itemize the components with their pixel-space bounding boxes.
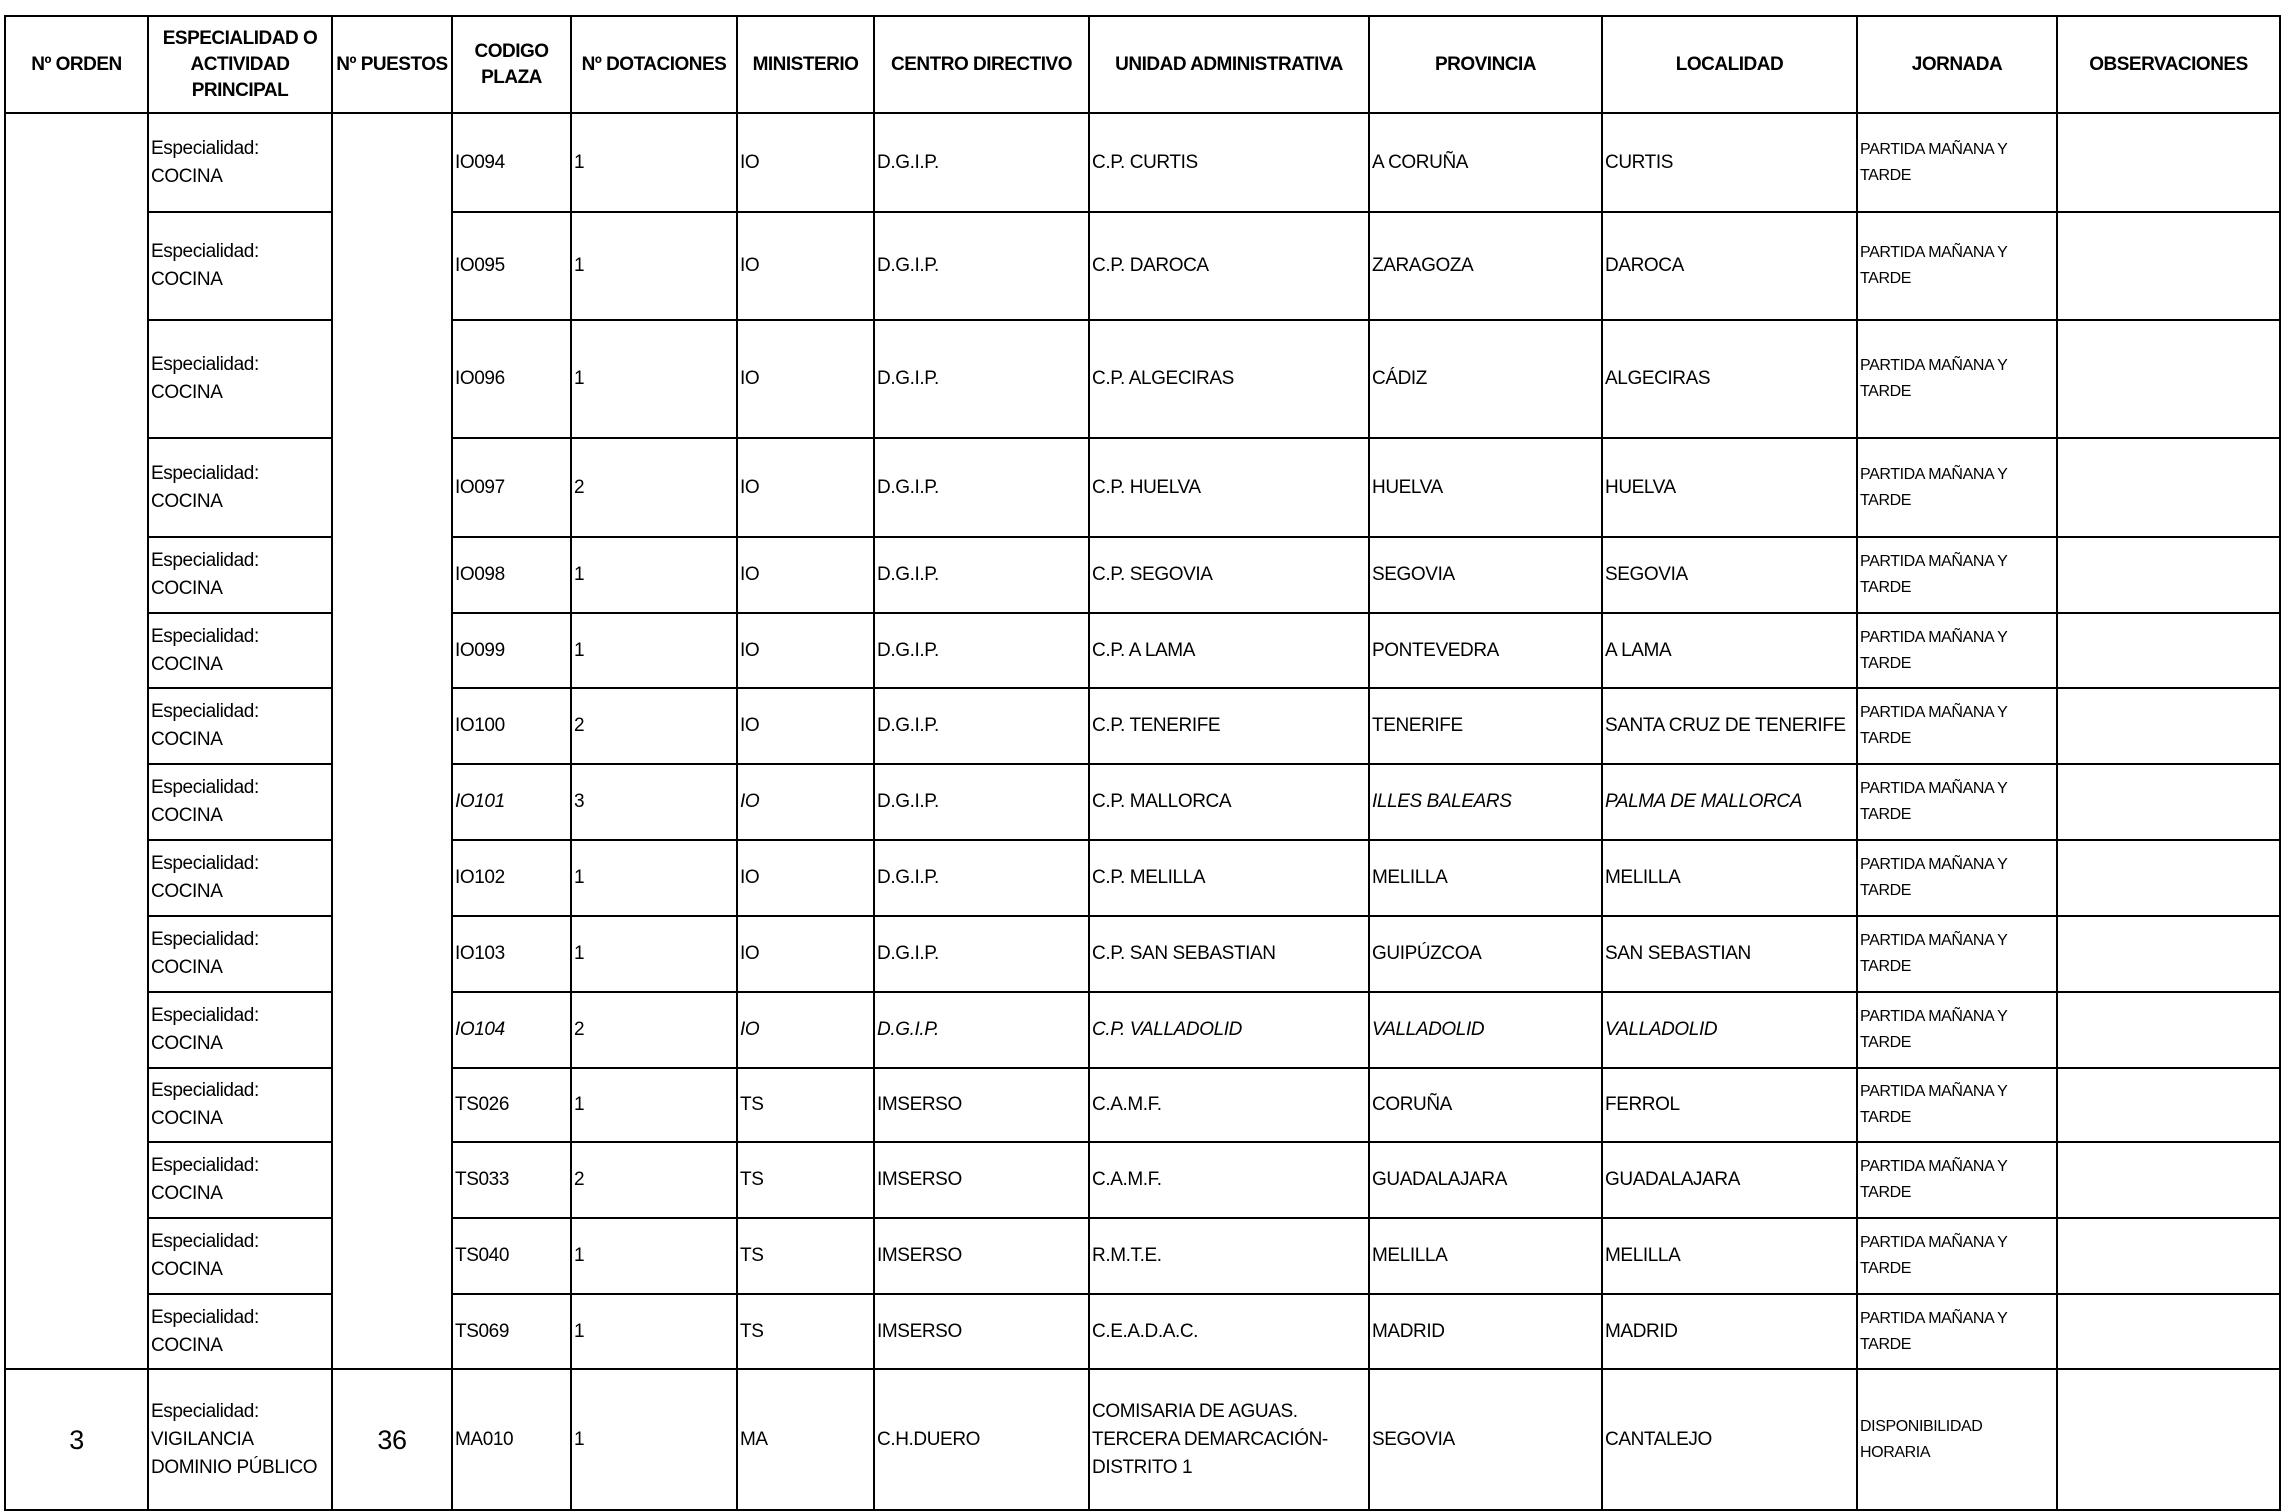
cell-dotaciones: 1 [571, 113, 737, 212]
cell-jornada: PARTIDA MAÑANA Y TARDE [1857, 1068, 2057, 1142]
cell-dotaciones: 1 [571, 613, 737, 688]
cell-codigo: TS033 [452, 1142, 571, 1218]
cell-observaciones [2057, 688, 2280, 764]
header-orden: Nº ORDEN [5, 16, 148, 113]
cell-jornada: PARTIDA MAÑANA Y TARDE [1857, 1218, 2057, 1294]
cell-provincia: SEGOVIA [1369, 537, 1602, 613]
cell-jornada: PARTIDA MAÑANA Y TARDE [1857, 688, 2057, 764]
cell-unidad: C.P. SEGOVIA [1089, 537, 1369, 613]
cell-ministerio: IO [737, 320, 874, 438]
cell-provincia: GUIPÚZCOA [1369, 916, 1602, 992]
cell-provincia: HUELVA [1369, 438, 1602, 537]
cell-centro: IMSERSO [874, 1294, 1089, 1369]
cell-puestos [332, 113, 452, 1369]
cell-codigo: TS040 [452, 1218, 571, 1294]
cell-unidad: C.P. HUELVA [1089, 438, 1369, 537]
cell-provincia: SEGOVIA [1369, 1369, 1602, 1510]
cell-unidad: C.P. MALLORCA [1089, 764, 1369, 840]
table-row [5, 1369, 2280, 1510]
cell-centro: D.G.I.P. [874, 764, 1089, 840]
cell-centro: IMSERSO [874, 1068, 1089, 1142]
cell-provincia: CÁDIZ [1369, 320, 1602, 438]
cell-unidad: C.P. CURTIS [1089, 113, 1369, 212]
cell-observaciones [2057, 320, 2280, 438]
cell-localidad: A LAMA [1602, 613, 1857, 688]
cell-provincia: A CORUÑA [1369, 113, 1602, 212]
cell-localidad: VALLADOLID [1602, 992, 1857, 1068]
cell-ministerio: IO [737, 537, 874, 613]
cell-dotaciones: 2 [571, 688, 737, 764]
cell-ministerio: TS [737, 1294, 874, 1369]
cell-codigo: IO102 [452, 840, 571, 916]
cell-jornada: PARTIDA MAÑANA Y TARDE [1857, 613, 2057, 688]
cell-observaciones [2057, 764, 2280, 840]
cell-jornada: PARTIDA MAÑANA Y TARDE [1857, 113, 2057, 212]
cell-especialidad: Especialidad: COCINA [148, 537, 332, 613]
cell-codigo: IO101 [452, 764, 571, 840]
cell-localidad: HUELVA [1602, 438, 1857, 537]
cell-localidad: GUADALAJARA [1602, 1142, 1857, 1218]
cell-especialidad: Especialidad: VIGILANCIA DOMINIO PÚBLICO [148, 1369, 332, 1510]
cell-especialidad: Especialidad: COCINA [148, 438, 332, 537]
cell-provincia: ILLES BALEARS [1369, 764, 1602, 840]
cell-dotaciones: 1 [571, 537, 737, 613]
cell-localidad: ALGECIRAS [1602, 320, 1857, 438]
cell-localidad: CANTALEJO [1602, 1369, 1857, 1510]
header-unidad: UNIDAD ADMINISTRATIVA [1089, 16, 1369, 113]
cell-ministerio: TS [737, 1218, 874, 1294]
cell-unidad: COMISARIA DE AGUAS. TERCERA DEMARCACIÓN-DISTRITO 1 [1089, 1369, 1369, 1510]
cell-especialidad: Especialidad: COCINA [148, 1068, 332, 1142]
cell-especialidad: Especialidad: COCINA [148, 613, 332, 688]
cell-unidad: C.A.M.F. [1089, 1068, 1369, 1142]
cell-jornada: PARTIDA MAÑANA Y TARDE [1857, 764, 2057, 840]
header-ministerio: MINISTERIO [737, 16, 874, 113]
cell-codigo: IO094 [452, 113, 571, 212]
cell-codigo: IO104 [452, 992, 571, 1068]
header-observaciones: OBSERVACIONES [2057, 16, 2280, 113]
header-especialidad: ESPECIALIDAD O ACTIVIDAD PRINCIPAL [148, 16, 332, 113]
cell-unidad: C.P. SAN SEBASTIAN [1089, 916, 1369, 992]
cell-ministerio: IO [737, 613, 874, 688]
cell-dotaciones: 1 [571, 212, 737, 320]
cell-localidad: SAN SEBASTIAN [1602, 916, 1857, 992]
cell-unidad: C.P. TENERIFE [1089, 688, 1369, 764]
cell-codigo: IO095 [452, 212, 571, 320]
cell-observaciones [2057, 438, 2280, 537]
cell-especialidad: Especialidad: COCINA [148, 1142, 332, 1218]
cell-provincia: MELILLA [1369, 840, 1602, 916]
cell-especialidad: Especialidad: COCINA [148, 840, 332, 916]
cell-provincia: VALLADOLID [1369, 992, 1602, 1068]
cell-especialidad: Especialidad: COCINA [148, 764, 332, 840]
cell-ministerio: IO [737, 438, 874, 537]
cell-especialidad: Especialidad: COCINA [148, 688, 332, 764]
cell-jornada: PARTIDA MAÑANA Y TARDE [1857, 537, 2057, 613]
cell-ministerio: TS [737, 1068, 874, 1142]
cell-centro: D.G.I.P. [874, 320, 1089, 438]
cell-ministerio: MA [737, 1369, 874, 1510]
cell-centro: C.H.DUERO [874, 1369, 1089, 1510]
cell-ministerio: IO [737, 764, 874, 840]
cell-dotaciones: 1 [571, 916, 737, 992]
cell-localidad: PALMA DE MALLORCA [1602, 764, 1857, 840]
cell-especialidad: Especialidad: COCINA [148, 1218, 332, 1294]
cell-dotaciones: 2 [571, 438, 737, 537]
cell-localidad: DAROCA [1602, 212, 1857, 320]
cell-ministerio: IO [737, 113, 874, 212]
cell-unidad: C.P. MELILLA [1089, 840, 1369, 916]
cell-dotaciones: 2 [571, 1142, 737, 1218]
header-jornada: JORNADA [1857, 16, 2057, 113]
header-puestos: Nº PUESTOS [332, 16, 452, 113]
cell-observaciones [2057, 1142, 2280, 1218]
cell-provincia: GUADALAJARA [1369, 1142, 1602, 1218]
cell-especialidad: Especialidad: COCINA [148, 916, 332, 992]
cell-provincia: ZARAGOZA [1369, 212, 1602, 320]
cell-especialidad: Especialidad: COCINA [148, 320, 332, 438]
cell-jornada: PARTIDA MAÑANA Y TARDE [1857, 212, 2057, 320]
cell-ministerio: IO [737, 212, 874, 320]
cell-centro: D.G.I.P. [874, 916, 1089, 992]
cell-especialidad: Especialidad: COCINA [148, 212, 332, 320]
cell-codigo: IO100 [452, 688, 571, 764]
cell-observaciones [2057, 1294, 2280, 1369]
cell-especialidad: Especialidad: COCINA [148, 992, 332, 1068]
cell-ministerio: IO [737, 688, 874, 764]
cell-unidad: C.E.A.D.A.C. [1089, 1294, 1369, 1369]
cell-codigo: IO098 [452, 537, 571, 613]
cell-localidad: MADRID [1602, 1294, 1857, 1369]
cell-localidad: MELILLA [1602, 840, 1857, 916]
cell-dotaciones: 3 [571, 764, 737, 840]
cell-unidad: C.P. ALGECIRAS [1089, 320, 1369, 438]
cell-observaciones [2057, 840, 2280, 916]
cell-localidad: FERROL [1602, 1068, 1857, 1142]
cell-provincia: CORUÑA [1369, 1068, 1602, 1142]
cell-codigo: MA010 [452, 1369, 571, 1510]
cell-codigo: TS069 [452, 1294, 571, 1369]
cell-codigo: IO097 [452, 438, 571, 537]
cell-dotaciones: 1 [571, 1294, 737, 1369]
cell-localidad: SANTA CRUZ DE TENERIFE [1602, 688, 1857, 764]
cell-observaciones [2057, 1068, 2280, 1142]
cell-unidad: C.P. DAROCA [1089, 212, 1369, 320]
cell-jornada: PARTIDA MAÑANA Y TARDE [1857, 840, 2057, 916]
header-centro: CENTRO DIRECTIVO [874, 16, 1089, 113]
cell-jornada: PARTIDA MAÑANA Y TARDE [1857, 320, 2057, 438]
header-dotaciones: Nº DOTACIONES [571, 16, 737, 113]
cell-jornada: PARTIDA MAÑANA Y TARDE [1857, 1142, 2057, 1218]
cell-localidad: SEGOVIA [1602, 537, 1857, 613]
cell-puestos: 36 [332, 1369, 452, 1510]
cell-centro: IMSERSO [874, 1142, 1089, 1218]
cell-unidad: R.M.T.E. [1089, 1218, 1369, 1294]
cell-codigo: IO099 [452, 613, 571, 688]
cell-observaciones [2057, 1218, 2280, 1294]
cell-centro: D.G.I.P. [874, 688, 1089, 764]
cell-ministerio: TS [737, 1142, 874, 1218]
cell-jornada: PARTIDA MAÑANA Y TARDE [1857, 992, 2057, 1068]
cell-centro: IMSERSO [874, 1218, 1089, 1294]
cell-centro: D.G.I.P. [874, 613, 1089, 688]
cell-orden [5, 113, 148, 1369]
header-localidad: LOCALIDAD [1602, 16, 1857, 113]
header-row [5, 16, 2280, 113]
cell-jornada: PARTIDA MAÑANA Y TARDE [1857, 438, 2057, 537]
cell-orden: 3 [5, 1369, 148, 1510]
cell-observaciones [2057, 537, 2280, 613]
cell-observaciones [2057, 212, 2280, 320]
cell-dotaciones: 2 [571, 992, 737, 1068]
cell-observaciones [2057, 1369, 2280, 1510]
cell-centro: D.G.I.P. [874, 438, 1089, 537]
cell-provincia: TENERIFE [1369, 688, 1602, 764]
cell-observaciones [2057, 916, 2280, 992]
table-row [5, 113, 2280, 212]
cell-centro: D.G.I.P. [874, 212, 1089, 320]
cell-jornada: PARTIDA MAÑANA Y TARDE [1857, 1294, 2057, 1369]
header-provincia: PROVINCIA [1369, 16, 1602, 113]
cell-unidad: C.P. VALLADOLID [1089, 992, 1369, 1068]
cell-observaciones [2057, 613, 2280, 688]
cell-codigo: IO103 [452, 916, 571, 992]
header-codigo: CODIGO PLAZA [452, 16, 571, 113]
cell-ministerio: IO [737, 840, 874, 916]
cell-provincia: MADRID [1369, 1294, 1602, 1369]
cell-codigo: IO096 [452, 320, 571, 438]
cell-especialidad: Especialidad: COCINA [148, 1294, 332, 1369]
cell-centro: D.G.I.P. [874, 840, 1089, 916]
cell-centro: D.G.I.P. [874, 992, 1089, 1068]
cell-localidad: CURTIS [1602, 113, 1857, 212]
cell-observaciones [2057, 992, 2280, 1068]
cell-localidad: MELILLA [1602, 1218, 1857, 1294]
plazas-table [4, 15, 2281, 1511]
cell-unidad: C.P. A LAMA [1089, 613, 1369, 688]
cell-unidad: C.A.M.F. [1089, 1142, 1369, 1218]
cell-dotaciones: 1 [571, 320, 737, 438]
cell-jornada: DISPONIBILIDAD HORARIA [1857, 1369, 2057, 1510]
cell-dotaciones: 1 [571, 1369, 737, 1510]
cell-provincia: PONTEVEDRA [1369, 613, 1602, 688]
cell-dotaciones: 1 [571, 1068, 737, 1142]
cell-centro: D.G.I.P. [874, 113, 1089, 212]
cell-centro: D.G.I.P. [874, 537, 1089, 613]
cell-dotaciones: 1 [571, 1218, 737, 1294]
cell-observaciones [2057, 113, 2280, 212]
cell-ministerio: IO [737, 992, 874, 1068]
cell-provincia: MELILLA [1369, 1218, 1602, 1294]
cell-especialidad: Especialidad: COCINA [148, 113, 332, 212]
cell-dotaciones: 1 [571, 840, 737, 916]
cell-codigo: TS026 [452, 1068, 571, 1142]
cell-ministerio: IO [737, 916, 874, 992]
cell-jornada: PARTIDA MAÑANA Y TARDE [1857, 916, 2057, 992]
